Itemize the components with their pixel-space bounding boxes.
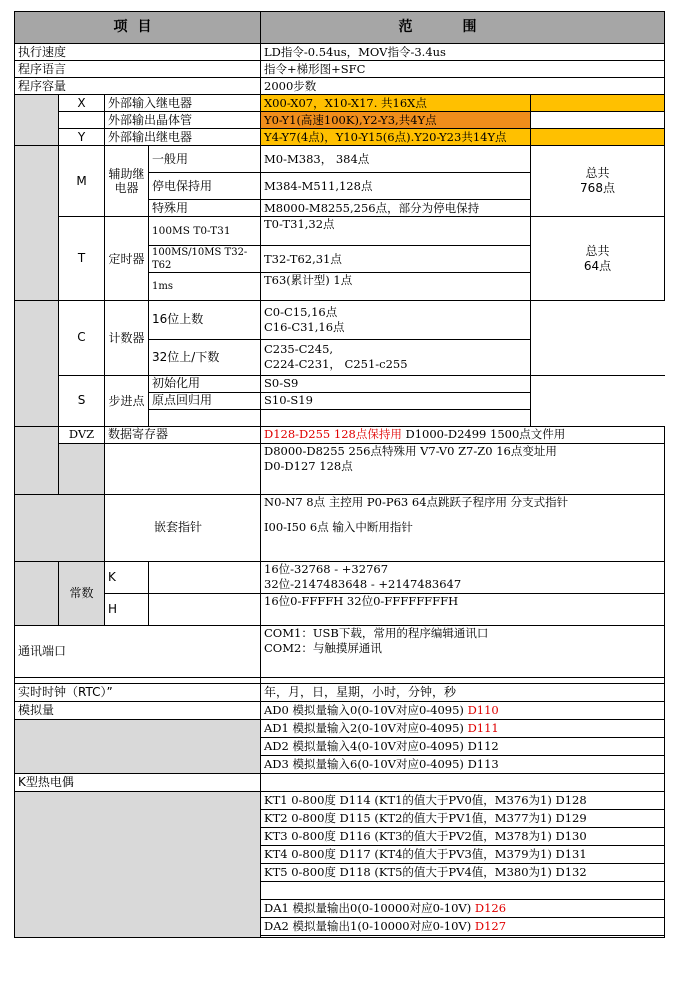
thermo-label-blank — [261, 773, 665, 791]
program-lang-label: 程序语言 — [15, 61, 261, 78]
analog-row-reg: D110 — [467, 702, 499, 717]
x-value-fill — [531, 95, 665, 112]
plc-spec-table-wrapper — [14, 11, 664, 960]
analog-group-cell — [15, 719, 261, 773]
const-left-cell — [15, 561, 59, 625]
s-row-value: S10-S19 — [261, 392, 531, 409]
m-row-value: M0-M383， 384点 — [261, 146, 531, 173]
table-bottom-row — [261, 935, 665, 937]
d-value-1 — [261, 426, 665, 443]
s-row-name-empty — [149, 409, 261, 426]
da-row-reg: D126 — [474, 900, 507, 915]
y-value: Y4-Y7(4点)，Y10-Y15(6点).Y20-Y23共14Y点 — [261, 129, 531, 146]
t-total — [531, 217, 665, 301]
c-row-value — [261, 301, 531, 339]
mt-group-cell — [15, 146, 59, 301]
c-row-value-line: C16-C31,16点 — [264, 319, 345, 334]
analog-row — [261, 701, 665, 719]
exec-speed-label: 执行速度 — [15, 44, 261, 61]
exec-speed-value: LD指令-0.54us，MOV指令-3.4us — [261, 44, 665, 61]
plc-spec-table — [14, 11, 665, 301]
t-code: T — [59, 217, 105, 301]
s-row-value: S0-S9 — [261, 375, 531, 392]
t-row-value: T32-T62,31点 — [261, 246, 531, 273]
d-code-blank — [59, 443, 105, 494]
program-lang-value: 指令+梯形图+SFC — [261, 61, 665, 78]
pointer-name — [105, 494, 261, 561]
thermo-row: KT2 0-800度 D115 (KT2的值大于PV1值，M377为1) D129 — [261, 809, 665, 827]
t-row-name: 100MS T0-T31 — [149, 217, 261, 246]
analog-row — [261, 737, 665, 755]
t-group: 定时器 — [105, 217, 149, 301]
thermo-label: K型热电偶 — [15, 773, 261, 791]
d-value-red: D128-D255 128点保持用 — [264, 427, 402, 441]
y-name: 外部输出继电器 — [105, 129, 261, 146]
s-blank — [531, 375, 665, 426]
m-row-name: 停电保持用 — [149, 173, 261, 200]
y-value-fill — [531, 129, 665, 146]
t-row-value: T63(累计型) 1点 — [261, 273, 531, 301]
c-row-value — [261, 339, 531, 375]
thermo-row-blank — [261, 881, 665, 899]
const-group: 常数 — [59, 561, 105, 625]
d-name-blank — [105, 443, 261, 494]
s-group: 步进点 — [105, 375, 149, 426]
analog-row-reg: D112 — [467, 738, 499, 753]
analog-row-reg: D111 — [467, 720, 499, 735]
da-row-reg: D127 — [474, 918, 507, 933]
da-row — [261, 917, 665, 935]
t-row-name: 100MS/10MS T32-T62 — [149, 246, 261, 273]
analog-label: 模拟量 — [15, 701, 261, 719]
pointer-group-cell — [15, 494, 105, 561]
k-value-line: 16位-32768 - +32767 — [264, 562, 389, 576]
d-value-line: D8000-D8255 256点特殊用 V7-V0 Z7-Z0 16点变址用 — [264, 443, 557, 458]
ytr-value: Y0-Y1(高速100K),Y2-Y3,共4Y点 — [261, 112, 531, 129]
d-value-2 — [261, 443, 665, 494]
comm-value-line: COM1：USB下载，常用的程序编辑通讯口 — [264, 625, 489, 640]
c-row-value-line: C0-C15,16点 — [264, 304, 338, 319]
rtc-value: 年，月，日，星期，小时，分钟，秒 — [261, 683, 665, 701]
d-value-line: D0-D127 128点 — [264, 458, 353, 473]
m-group: 辅助继电器 — [105, 146, 149, 217]
da-row-text: DA1 模拟量输出0(0-10000对应0-10V) — [264, 900, 475, 915]
c-blank — [531, 301, 665, 375]
program-capacity-value: 2000步数 — [261, 78, 665, 95]
da-row-text: DA2 模拟量输出1(0-10000对应0-10V) — [264, 918, 475, 933]
x-value: X00-X07，X10-X17. 共16X点 — [261, 95, 531, 112]
c-code: C — [59, 301, 105, 375]
pointer-value-line: N0-N7 8点 主控用 P0-P63 64点跳跃子程序用 分支式指针 — [264, 494, 569, 509]
h-blank — [149, 593, 261, 625]
c-row-name: 32位上/下数 — [149, 339, 261, 375]
program-capacity-label: 程序容量 — [15, 78, 261, 95]
c-row-value-line: C235-C245, — [264, 342, 334, 356]
d-value-rest: D1000-D2499 1500点文件用 — [401, 427, 566, 441]
thermo-row: KT4 0-800度 D117 (KT4的值大于PV3值，M379为1) D131 — [261, 845, 665, 863]
pointer-value — [261, 494, 665, 561]
m-row-name: 特殊用 — [149, 200, 261, 217]
s-row-name: 原点回归用 — [149, 392, 261, 409]
t-total-line: 总共 — [585, 243, 610, 258]
comm-label: 通讯端口 — [15, 625, 261, 677]
header-range: 范围 — [261, 12, 665, 44]
m-row-value: M384-M511,128点 — [261, 173, 531, 200]
k-value — [261, 561, 665, 593]
analog-row-text: AD3 模拟量输入6(0-10V对应0-4095) — [264, 756, 468, 771]
ytr-value-blank — [531, 112, 665, 129]
thermo-group-cell — [15, 791, 261, 937]
y-code: Y — [59, 129, 105, 146]
m-total-line: 总共 — [585, 166, 610, 180]
s-row-value-empty — [261, 409, 531, 426]
m-row-value: M8000-M8255,256点，部分为停电保持 — [261, 200, 531, 217]
rtc-label: 实时时钟（RTC）” — [15, 683, 261, 701]
analog-row-text: AD0 模拟量输入0(0-10V对应0-4095) — [264, 702, 468, 717]
s-row-name: 初始化用 — [149, 375, 261, 392]
d-name: 数据寄存器 — [105, 426, 261, 443]
t-total-line: 64点 — [583, 258, 612, 273]
c-group: 计数器 — [105, 301, 149, 375]
da-row — [261, 899, 665, 917]
m-total-line: 768点 — [580, 181, 615, 195]
c-row-value-line: C224-C231， C251-c255 — [264, 357, 408, 371]
k-blank — [149, 561, 261, 593]
comm-value — [261, 625, 665, 677]
s-code: S — [59, 375, 105, 426]
ytr-name: 外部输出晶体管 — [105, 112, 261, 129]
t-row-value: T0-T31,32点 — [261, 217, 531, 246]
ytr-code — [59, 112, 105, 129]
analog-row-text: AD1 模拟量输入2(0-10V对应0-4095) — [264, 720, 468, 735]
comm-value-line: COM2：与触摸屏通讯 — [264, 640, 382, 655]
analog-row-text: AD2 模拟量输入4(0-10V对应0-4095) — [264, 738, 468, 753]
thermo-row: KT3 0-800度 D116 (KT3的值大于PV2值，M378为1) D130 — [261, 827, 665, 845]
pointer-name-text: 嵌套指针 — [154, 520, 203, 534]
m-row-name: 一般用 — [149, 146, 261, 173]
pointer-value-line: I00-I50 6点 输入中断用指针 — [264, 519, 413, 534]
t-row-name: 1ms — [149, 273, 261, 301]
c-row-name: 16位上数 — [149, 301, 261, 339]
analog-row — [261, 719, 665, 737]
thermo-row: KT1 0-800度 D114 (KT1的值大于PV0值，M376为1) D128 — [261, 791, 665, 809]
m-total — [531, 146, 665, 217]
d-code: DVZ — [59, 426, 105, 443]
d-group-cell — [15, 426, 59, 494]
k-code: K — [105, 561, 149, 593]
k-value-line: 32位-2147483648 - +2147483647 — [264, 577, 462, 591]
analog-row-reg: D113 — [467, 756, 499, 771]
analog-row — [261, 755, 665, 773]
x-code: X — [59, 95, 105, 112]
plc-spec-table-lower — [14, 301, 665, 938]
m-code: M — [59, 146, 105, 217]
x-name: 外部输入继电器 — [105, 95, 261, 112]
h-code: H — [105, 593, 149, 625]
h-value: 16位0-FFFFH 32位0-FFFFFFFFH — [261, 593, 665, 625]
io-group-cell — [15, 95, 59, 146]
header-item: 项目 — [15, 12, 261, 44]
cs-group-cell — [15, 301, 59, 426]
thermo-row: KT5 0-800度 D118 (KT5的值大于PV4值，M380为1) D132 — [261, 863, 665, 881]
